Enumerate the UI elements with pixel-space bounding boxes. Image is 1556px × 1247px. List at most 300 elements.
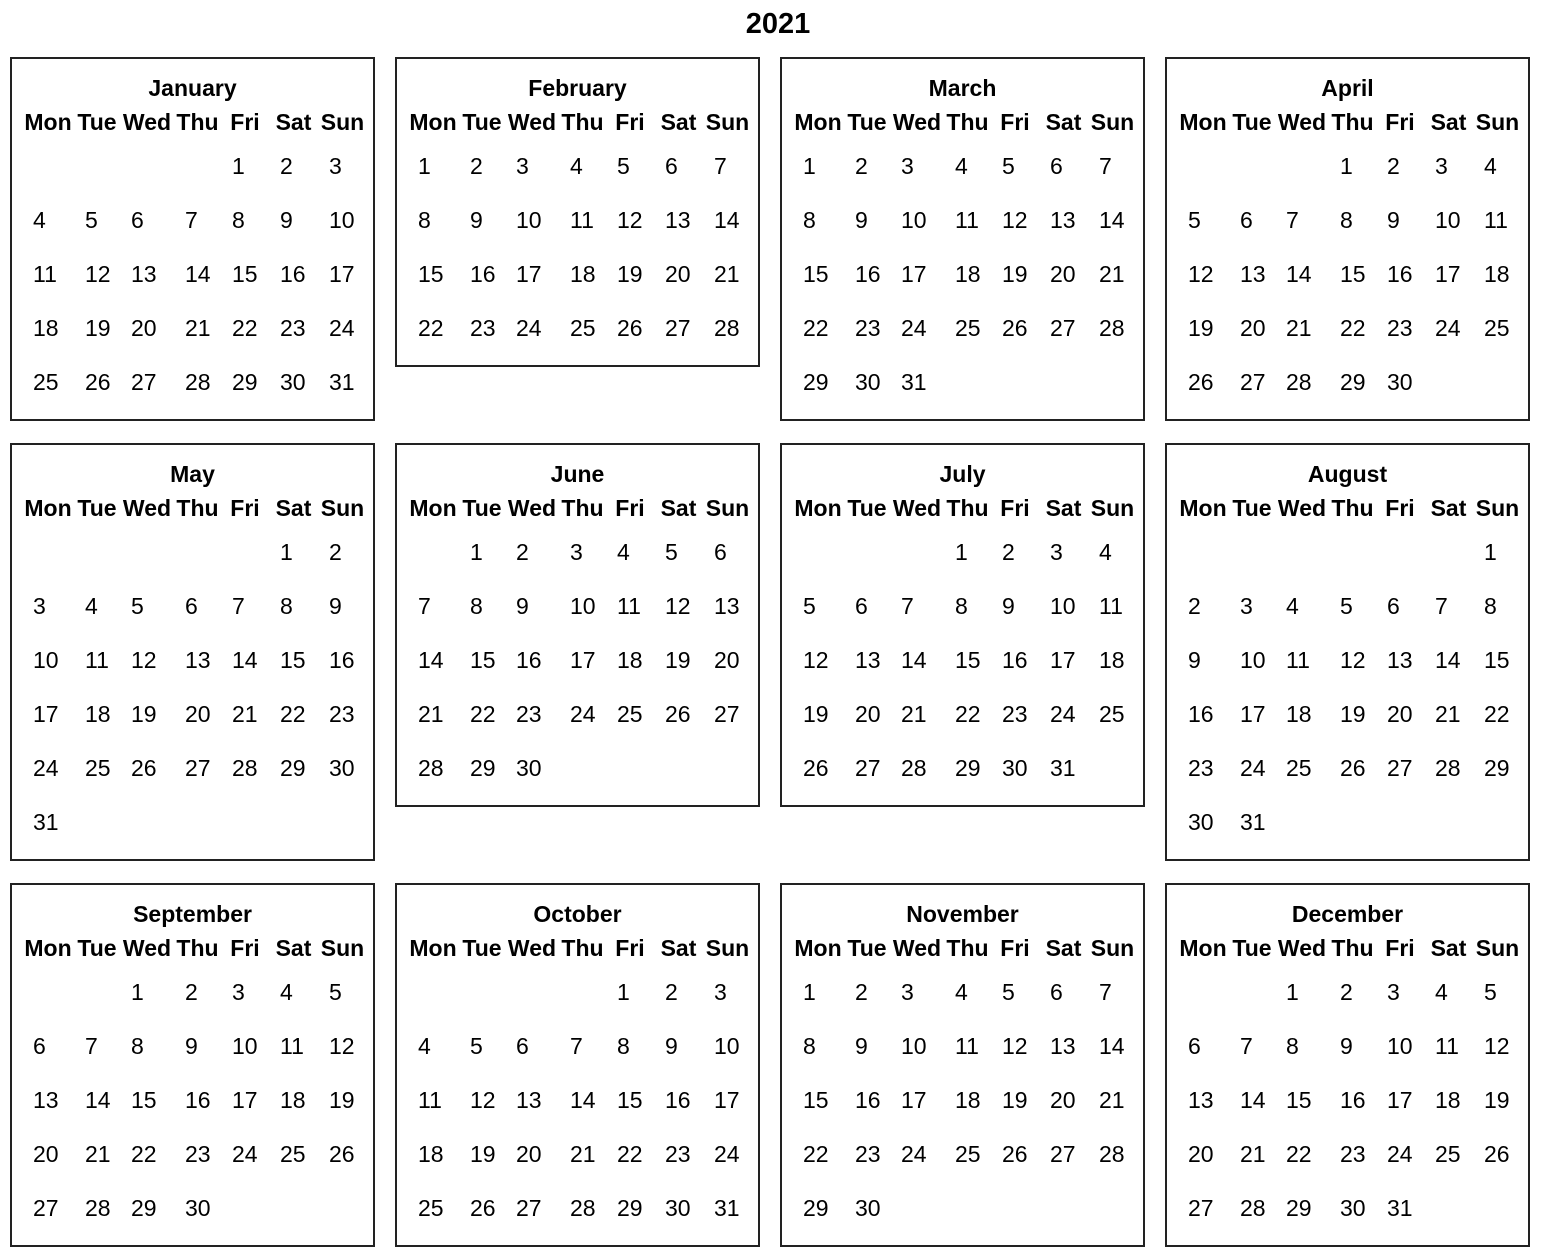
weekday-label: Sat <box>275 495 312 521</box>
week-row <box>397 1019 758 1073</box>
day-cell: 12 <box>1484 1033 1510 1059</box>
day-cell: 27 <box>131 369 157 395</box>
weekday-label: Sat <box>1045 935 1082 961</box>
month-january <box>10 57 375 421</box>
day-cell <box>1177 965 1229 1019</box>
day-cell: 26 <box>85 369 111 395</box>
day-cell: 29 <box>955 755 981 781</box>
day-cell: 25 <box>1099 701 1125 727</box>
day-cell: 27 <box>516 1195 542 1221</box>
day-cell: 9 <box>280 207 293 233</box>
week-row <box>12 687 373 741</box>
day-cell: 8 <box>280 593 293 619</box>
week-row <box>1167 1019 1528 1073</box>
day-cell: 25 <box>617 701 643 727</box>
weekday-label: Sat <box>275 935 312 961</box>
day-cell: 7 <box>901 593 914 619</box>
day-cell: 15 <box>617 1087 643 1113</box>
month-title: May <box>170 461 215 487</box>
week-row <box>1167 579 1528 633</box>
week-row <box>1167 741 1528 795</box>
week-row <box>1167 193 1528 247</box>
day-cell: 15 <box>1484 647 1510 673</box>
day-cell: 17 <box>1435 261 1461 287</box>
day-cell <box>120 139 174 193</box>
week-row <box>397 579 758 633</box>
day-cell: 27 <box>1240 369 1266 395</box>
day-cell: 13 <box>665 207 691 233</box>
weekday-label: Thu <box>176 935 219 961</box>
day-cell: 5 <box>329 979 342 1005</box>
day-cell: 16 <box>855 261 881 287</box>
day-cell: 11 <box>85 647 109 673</box>
day-cell: 13 <box>1050 207 1076 233</box>
week-row <box>1167 1181 1528 1235</box>
day-cell: 26 <box>617 315 643 341</box>
day-cell: 16 <box>516 647 542 673</box>
day-cell: 3 <box>232 979 245 1005</box>
day-cell <box>1039 355 1088 409</box>
weekday-header-row <box>397 931 758 965</box>
week-row <box>782 1127 1143 1181</box>
weekday-label: Mon <box>1179 935 1227 961</box>
weekday-header-row <box>782 931 1143 965</box>
day-cell: 20 <box>185 701 211 727</box>
day-cell: 21 <box>901 701 927 727</box>
day-cell: 11 <box>570 207 594 233</box>
day-cell: 20 <box>1188 1141 1214 1167</box>
day-cell: 1 <box>803 153 816 179</box>
day-cell: 27 <box>1050 1141 1076 1167</box>
day-cell: 26 <box>1340 755 1366 781</box>
day-cell: 18 <box>570 261 596 287</box>
day-cell: 23 <box>1188 755 1214 781</box>
day-cell: 8 <box>617 1033 630 1059</box>
day-cell: 16 <box>329 647 355 673</box>
day-cell <box>505 965 559 1019</box>
week-row <box>397 525 758 579</box>
day-cell <box>1177 139 1229 193</box>
day-cell: 5 <box>85 207 98 233</box>
day-cell <box>22 139 74 193</box>
weekday-label: Fri <box>615 109 645 135</box>
weekday-label: Sat <box>1045 495 1082 521</box>
month-title: April <box>1321 75 1374 101</box>
week-row <box>12 139 373 193</box>
day-cell: 28 <box>1286 369 1312 395</box>
day-cell: 10 <box>901 1033 927 1059</box>
day-cell: 1 <box>232 153 245 179</box>
day-cell: 22 <box>1286 1141 1312 1167</box>
weekday-label: Sun <box>1475 935 1520 961</box>
day-cell: 29 <box>232 369 258 395</box>
weekday-label: Thu <box>1331 495 1374 521</box>
weekday-label: Mon <box>1179 495 1227 521</box>
day-cell: 27 <box>1387 755 1413 781</box>
day-cell: 23 <box>329 701 355 727</box>
week-row <box>12 795 373 849</box>
week-row <box>397 1073 758 1127</box>
weekday-label: Wed <box>892 935 942 961</box>
day-cell: 15 <box>280 647 306 673</box>
day-cell: 22 <box>803 315 829 341</box>
weekday-label: Mon <box>794 109 842 135</box>
day-cell: 18 <box>1484 261 1510 287</box>
day-cell <box>407 965 459 1019</box>
day-cell <box>1424 355 1473 409</box>
day-cell: 15 <box>418 261 444 287</box>
month-november <box>780 883 1145 1247</box>
week-row <box>782 193 1143 247</box>
weekday-label: Sun <box>320 935 365 961</box>
day-cell <box>844 525 890 579</box>
day-cell: 18 <box>1099 647 1125 673</box>
day-cell: 30 <box>329 755 355 781</box>
day-cell: 7 <box>1099 979 1112 1005</box>
day-cell: 28 <box>1099 1141 1125 1167</box>
day-cell: 12 <box>131 647 157 673</box>
calendar-row <box>10 883 1530 1247</box>
day-cell: 29 <box>803 369 829 395</box>
day-cell: 5 <box>131 593 144 619</box>
weekday-header-row <box>1167 105 1528 139</box>
weekday-label: Mon <box>409 495 457 521</box>
month-title: January <box>148 75 237 101</box>
weekday-label: Fri <box>230 495 260 521</box>
week-row <box>1167 139 1528 193</box>
day-cell: 21 <box>1099 1087 1125 1113</box>
day-cell <box>74 795 120 849</box>
day-cell: 30 <box>516 755 542 781</box>
weekday-header-row <box>1167 491 1528 525</box>
day-cell: 21 <box>714 261 740 287</box>
day-cell: 4 <box>33 207 46 233</box>
day-cell: 7 <box>185 207 198 233</box>
day-cell: 14 <box>232 647 258 673</box>
weekday-label: Thu <box>176 109 219 135</box>
day-cell: 24 <box>329 315 355 341</box>
day-cell: 13 <box>33 1087 59 1113</box>
month-title: November <box>906 901 1019 927</box>
week-row <box>782 687 1143 741</box>
day-cell: 7 <box>1240 1033 1253 1059</box>
weekday-header-row <box>397 105 758 139</box>
day-cell: 6 <box>714 539 727 565</box>
day-cell: 27 <box>185 755 211 781</box>
day-cell: 18 <box>280 1087 306 1113</box>
day-cell <box>407 525 459 579</box>
day-cell: 25 <box>418 1195 444 1221</box>
day-cell: 26 <box>1188 369 1214 395</box>
day-cell <box>559 741 606 795</box>
day-cell: 15 <box>131 1087 157 1113</box>
day-cell: 10 <box>1435 207 1461 233</box>
day-cell: 26 <box>665 701 691 727</box>
day-cell: 10 <box>33 647 59 673</box>
day-cell: 5 <box>1340 593 1353 619</box>
day-cell: 4 <box>1435 979 1448 1005</box>
day-cell: 21 <box>418 701 444 727</box>
day-cell: 7 <box>714 153 727 179</box>
day-cell: 24 <box>33 755 59 781</box>
week-row <box>397 965 758 1019</box>
day-cell: 6 <box>1050 153 1063 179</box>
week-row <box>397 1181 758 1235</box>
day-cell: 27 <box>1188 1195 1214 1221</box>
week-row <box>1167 965 1528 1019</box>
day-cell: 4 <box>955 979 968 1005</box>
day-cell: 2 <box>855 979 868 1005</box>
weekday-label: Mon <box>794 495 842 521</box>
day-cell: 19 <box>470 1141 496 1167</box>
day-cell <box>174 139 221 193</box>
day-cell: 10 <box>516 207 542 233</box>
month-title: August <box>1307 461 1388 487</box>
day-cell: 3 <box>901 979 914 1005</box>
weekday-label: Mon <box>24 935 72 961</box>
day-cell: 27 <box>665 315 691 341</box>
weekday-label: Fri <box>1385 109 1415 135</box>
day-cell: 10 <box>329 207 355 233</box>
day-cell: 15 <box>955 647 981 673</box>
day-cell: 10 <box>570 593 596 619</box>
day-cell: 28 <box>901 755 927 781</box>
day-cell: 25 <box>1286 755 1312 781</box>
day-cell <box>1376 795 1424 849</box>
day-cell: 19 <box>803 701 829 727</box>
day-cell: 19 <box>131 701 157 727</box>
weekday-label: Fri <box>230 935 260 961</box>
week-row <box>12 525 373 579</box>
day-cell: 29 <box>803 1195 829 1221</box>
day-cell: 28 <box>185 369 211 395</box>
day-cell <box>890 1181 944 1235</box>
day-cell: 17 <box>516 261 542 287</box>
day-cell: 2 <box>855 153 868 179</box>
day-cell: 19 <box>1002 261 1028 287</box>
day-cell: 25 <box>85 755 111 781</box>
day-cell <box>1329 525 1376 579</box>
day-cell <box>221 1181 269 1235</box>
day-cell: 2 <box>185 979 198 1005</box>
day-cell: 5 <box>803 593 816 619</box>
weekday-label: Mon <box>794 935 842 961</box>
day-cell <box>74 525 120 579</box>
day-cell: 14 <box>570 1087 596 1113</box>
day-cell <box>703 741 752 795</box>
week-row <box>397 687 758 741</box>
day-cell: 31 <box>1387 1195 1413 1221</box>
day-cell: 3 <box>1240 593 1253 619</box>
day-cell: 15 <box>803 261 829 287</box>
day-cell: 21 <box>85 1141 111 1167</box>
day-cell: 17 <box>1240 701 1266 727</box>
day-cell: 24 <box>1240 755 1266 781</box>
day-cell: 13 <box>1387 647 1413 673</box>
day-cell <box>654 741 703 795</box>
day-cell: 30 <box>1387 369 1413 395</box>
day-cell: 17 <box>570 647 596 673</box>
day-cell <box>459 965 505 1019</box>
month-june <box>395 443 760 807</box>
week-row <box>12 1019 373 1073</box>
day-cell: 28 <box>418 755 444 781</box>
day-cell: 29 <box>280 755 306 781</box>
day-cell: 25 <box>1484 315 1510 341</box>
day-cell: 10 <box>901 207 927 233</box>
day-cell: 10 <box>1240 647 1266 673</box>
day-cell: 28 <box>1099 315 1125 341</box>
day-cell: 24 <box>714 1141 740 1167</box>
day-cell: 19 <box>617 261 643 287</box>
day-cell: 1 <box>955 539 968 565</box>
day-cell: 2 <box>470 153 483 179</box>
day-cell: 14 <box>85 1087 111 1113</box>
day-cell: 12 <box>1002 207 1028 233</box>
day-cell: 11 <box>1484 207 1508 233</box>
weekday-label: Fri <box>1385 935 1415 961</box>
day-cell: 14 <box>901 647 927 673</box>
day-cell: 23 <box>1387 315 1413 341</box>
day-cell: 8 <box>470 593 483 619</box>
day-cell: 25 <box>33 369 59 395</box>
day-cell: 24 <box>1387 1141 1413 1167</box>
day-cell: 30 <box>665 1195 691 1221</box>
day-cell: 6 <box>1050 979 1063 1005</box>
day-cell: 21 <box>1435 701 1461 727</box>
weekday-label: Mon <box>24 495 72 521</box>
week-row <box>397 633 758 687</box>
weekday-label: Sat <box>1045 109 1082 135</box>
weekday-label: Thu <box>561 935 604 961</box>
day-cell <box>1088 355 1137 409</box>
day-cell <box>74 965 120 1019</box>
week-row <box>782 1073 1143 1127</box>
day-cell: 9 <box>665 1033 678 1059</box>
day-cell: 3 <box>1387 979 1400 1005</box>
day-cell: 6 <box>33 1033 46 1059</box>
day-cell: 7 <box>418 593 431 619</box>
weekday-label: Sat <box>660 495 697 521</box>
day-cell: 6 <box>1240 207 1253 233</box>
day-cell: 13 <box>1050 1033 1076 1059</box>
day-cell: 4 <box>418 1033 431 1059</box>
day-cell: 25 <box>955 1141 981 1167</box>
day-cell: 14 <box>1435 647 1461 673</box>
day-cell: 31 <box>329 369 355 395</box>
day-cell: 11 <box>418 1087 442 1113</box>
day-cell: 15 <box>1340 261 1366 287</box>
day-cell: 11 <box>1435 1033 1459 1059</box>
day-cell: 18 <box>955 261 981 287</box>
day-cell <box>74 139 120 193</box>
day-cell <box>318 1181 367 1235</box>
day-cell <box>22 965 74 1019</box>
day-cell: 17 <box>901 1087 927 1113</box>
weekday-label: Wed <box>892 495 942 521</box>
day-cell: 29 <box>470 755 496 781</box>
day-cell: 29 <box>617 1195 643 1221</box>
day-cell <box>606 741 654 795</box>
day-cell: 2 <box>1340 979 1353 1005</box>
weekday-label: Tue <box>77 935 117 961</box>
day-cell: 21 <box>570 1141 596 1167</box>
weekday-label: Thu <box>946 109 989 135</box>
weekday-label: Tue <box>462 935 502 961</box>
day-cell: 12 <box>803 647 829 673</box>
day-cell: 6 <box>516 1033 529 1059</box>
day-cell: 3 <box>714 979 727 1005</box>
weekday-header-row <box>397 491 758 525</box>
day-cell: 22 <box>617 1141 643 1167</box>
weekday-header-row <box>12 491 373 525</box>
week-row <box>1167 355 1528 409</box>
day-cell <box>1039 1181 1088 1235</box>
day-cell: 13 <box>855 647 881 673</box>
day-cell: 19 <box>1002 1087 1028 1113</box>
day-cell <box>1424 795 1473 849</box>
weekday-header-row <box>782 491 1143 525</box>
day-cell: 8 <box>803 1033 816 1059</box>
day-cell: 1 <box>803 979 816 1005</box>
day-cell: 26 <box>131 755 157 781</box>
day-cell: 23 <box>516 701 542 727</box>
day-cell: 3 <box>570 539 583 565</box>
month-title: July <box>939 461 986 487</box>
week-row <box>782 139 1143 193</box>
day-cell: 28 <box>1435 755 1461 781</box>
day-cell: 20 <box>1240 315 1266 341</box>
month-title: September <box>133 901 252 927</box>
week-row <box>12 247 373 301</box>
weekday-label: Sun <box>705 495 750 521</box>
day-cell: 17 <box>714 1087 740 1113</box>
day-cell: 29 <box>131 1195 157 1221</box>
day-cell <box>1473 355 1522 409</box>
month-february <box>395 57 760 367</box>
weekday-label: Fri <box>615 495 645 521</box>
year-title: 2021 <box>745 8 811 40</box>
day-cell: 21 <box>1099 261 1125 287</box>
week-row <box>397 139 758 193</box>
day-cell: 21 <box>1240 1141 1266 1167</box>
day-cell: 12 <box>665 593 691 619</box>
day-cell: 18 <box>33 315 59 341</box>
day-cell: 15 <box>232 261 258 287</box>
day-cell: 18 <box>617 647 643 673</box>
week-row <box>782 247 1143 301</box>
day-cell: 6 <box>665 153 678 179</box>
month-title: June <box>550 461 605 487</box>
week-row <box>397 247 758 301</box>
day-cell: 7 <box>232 593 245 619</box>
week-row <box>12 193 373 247</box>
day-cell: 2 <box>1002 539 1015 565</box>
day-cell: 13 <box>185 647 211 673</box>
day-cell: 17 <box>232 1087 258 1113</box>
day-cell <box>120 525 174 579</box>
day-cell: 19 <box>1188 315 1214 341</box>
day-cell: 18 <box>418 1141 444 1167</box>
week-row <box>1167 525 1528 579</box>
day-cell: 23 <box>280 315 306 341</box>
day-cell: 3 <box>1050 539 1063 565</box>
day-cell: 20 <box>665 261 691 287</box>
week-row <box>12 579 373 633</box>
day-cell: 31 <box>714 1195 740 1221</box>
day-cell <box>559 965 606 1019</box>
day-cell: 6 <box>1387 593 1400 619</box>
